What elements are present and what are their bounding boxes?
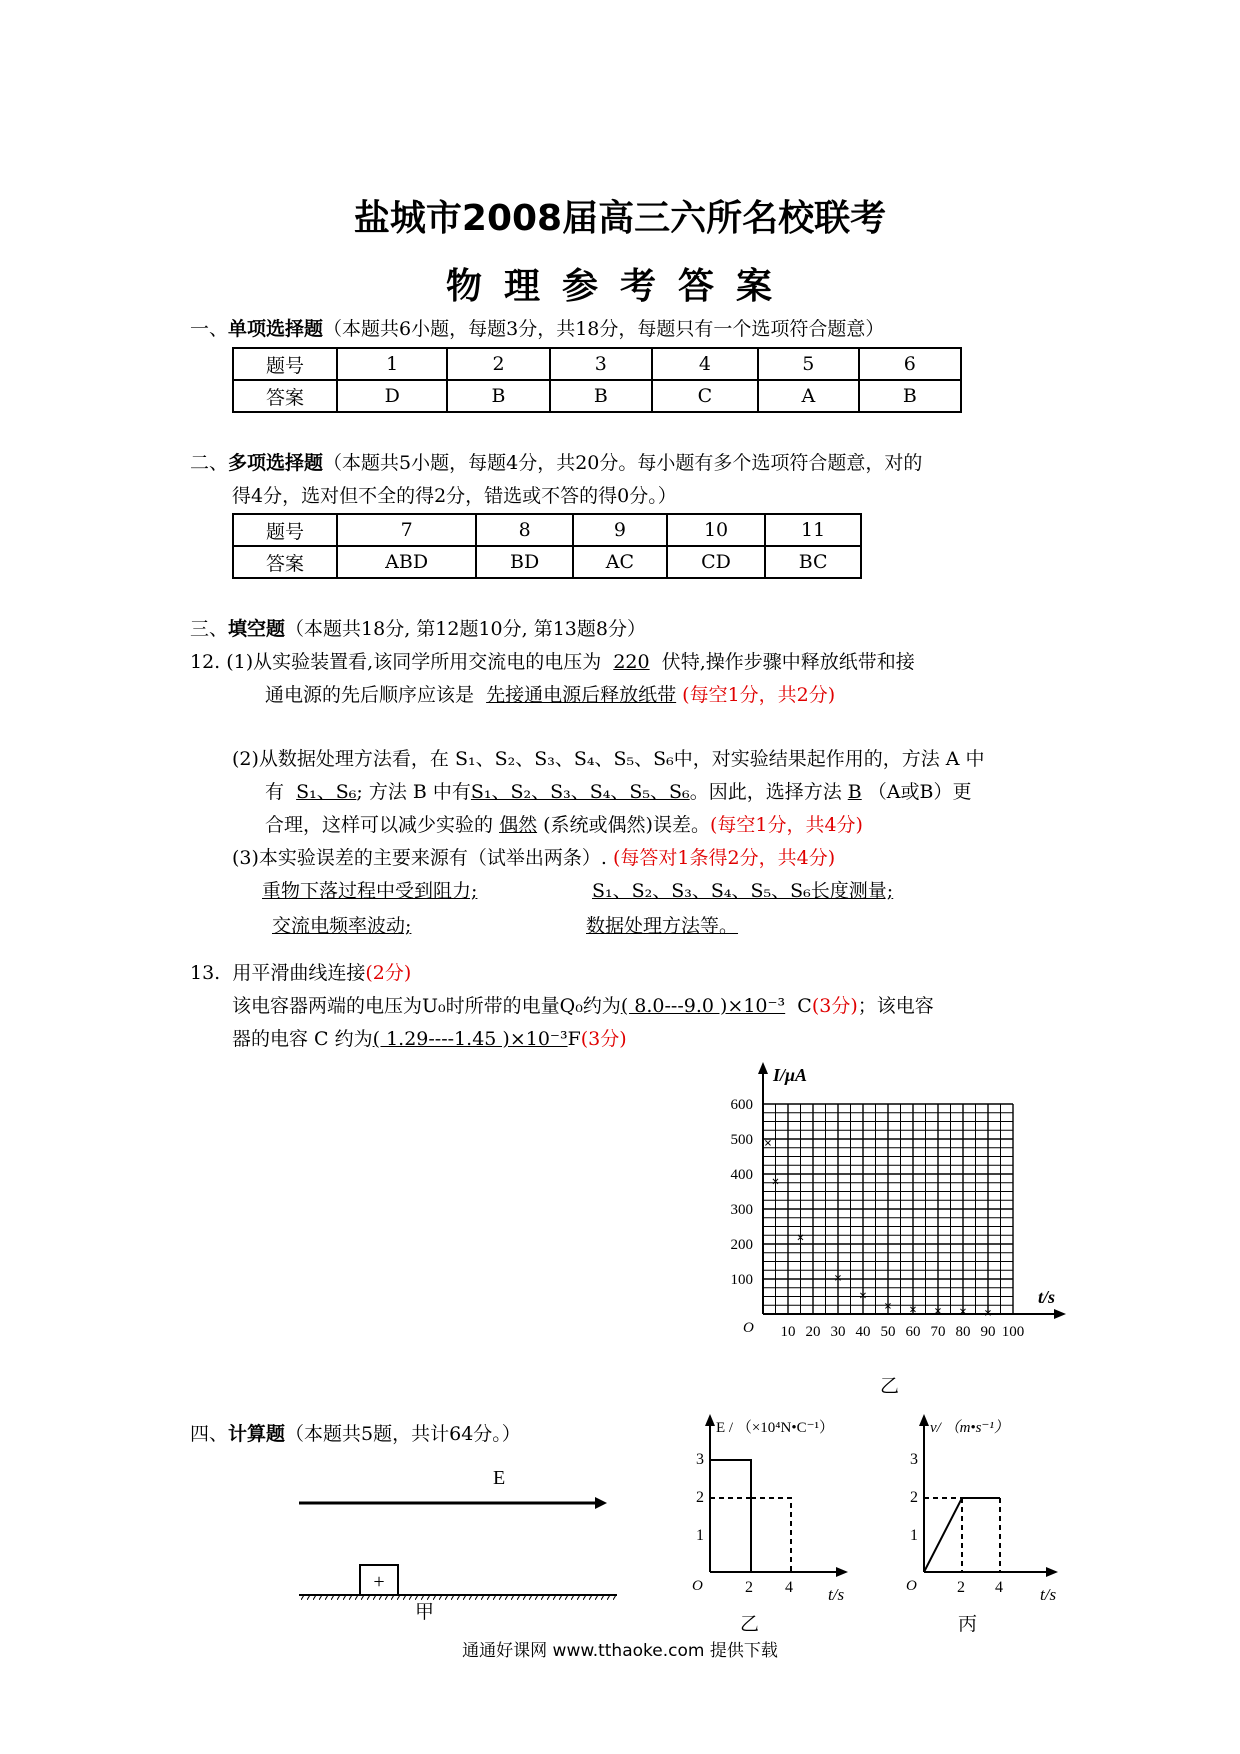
y-tick-label: 300 <box>730 1202 753 1218</box>
table-cell: 11 <box>765 514 861 546</box>
bing-x-arrow <box>1046 1567 1058 1577</box>
q12-part3-answer2: S₁、S₂、S₃、S₄、S₅、S₆长度测量; <box>592 880 894 902</box>
data-point-marker: × <box>984 1306 992 1322</box>
section2-table <box>232 513 862 579</box>
table-cell: 1 <box>337 348 447 380</box>
data-point-marker: × <box>884 1299 892 1315</box>
bing-origin: O <box>906 1578 917 1594</box>
table-row <box>233 546 861 578</box>
table-cell: BC <box>765 546 861 578</box>
chart-axes <box>758 1062 1066 1322</box>
table-cell: BD <box>476 546 573 578</box>
section1-table <box>232 347 962 413</box>
field-arrow-head <box>595 1497 607 1509</box>
yi-ytick-1: 1 <box>696 1527 704 1544</box>
yi-ytick-3: 3 <box>696 1451 704 1468</box>
q12-part2-line3: 合理，这样可以减少实验的 偶然 (系统或偶然)误差。(每空1分，共4分) <box>265 814 863 836</box>
section2-heading-line2: 得4分，选对但不全的得2分，错选或不答的得0分。） <box>232 485 677 507</box>
y-tick-label: 400 <box>730 1167 753 1183</box>
table-cell: 4 <box>652 348 758 380</box>
table-cell: C <box>652 380 758 412</box>
table-cell: 6 <box>859 348 961 380</box>
y-tick-label: 200 <box>730 1237 753 1253</box>
footer-text: 通通好课网 www.tthaoke.com 提供下载 <box>462 1641 778 1661</box>
table-cell: CD <box>667 546 766 578</box>
chart-ylabel: I/μA <box>773 1065 808 1085</box>
table-row <box>233 380 961 412</box>
q13-line2: 该电容器两端的电压为U₀时所带的电量Q₀约为( 8.0---9.0 )×10⁻³ C(3分)；该电容 <box>232 995 934 1017</box>
data-point-marker: × <box>834 1271 842 1287</box>
chart-points <box>764 1137 992 1322</box>
q12-part3-answer3: 交流电频率波动; <box>272 915 412 937</box>
x-tick-label: 30 <box>830 1324 846 1340</box>
table-cell: B <box>550 380 652 412</box>
x-tick-label: 80 <box>955 1324 971 1340</box>
data-point-marker: × <box>934 1304 942 1320</box>
yi-xlabel: t/s <box>828 1585 845 1604</box>
bing-ytick-1: 1 <box>910 1527 918 1544</box>
x-tick-label: 40 <box>855 1324 871 1340</box>
table-cell: 8 <box>476 514 573 546</box>
yi-xtick-2: 2 <box>745 1579 753 1596</box>
x-tick-label: 60 <box>905 1324 921 1340</box>
table-cell: B <box>447 380 549 412</box>
table-row <box>233 514 861 546</box>
data-point-marker: × <box>959 1305 967 1321</box>
y-tick-label: 500 <box>730 1132 753 1148</box>
table-row <box>233 348 961 380</box>
figure-bing-v-t <box>900 1410 1090 1610</box>
data-point-marker: × <box>859 1288 867 1304</box>
y-tick-label: 600 <box>730 1097 753 1113</box>
figure-yi-caption: 乙 <box>740 1613 760 1635</box>
field-label: E <box>493 1467 506 1489</box>
section1-heading: 一、单项选择题（本题共6小题，每题3分，共18分，每题只有一个选项符合题意） <box>190 318 885 340</box>
q12-line1: 12. (1)从实验装置看,该同学所用交流电的电压为 220 伏特,操作步骤中释放纸带和接 <box>190 651 915 673</box>
table-cell: ABD <box>337 546 476 578</box>
table-cell: 5 <box>758 348 859 380</box>
yi-y-arrow <box>705 1414 715 1426</box>
table-cell: B <box>859 380 961 412</box>
data-point-marker: × <box>764 1136 772 1152</box>
q13-line3: 器的电容 C 约为( 1.29----1.45 )×10⁻³F(3分) <box>232 1028 627 1050</box>
yi-segment-1 <box>710 1460 751 1572</box>
q12-part3-answer1: 重物下落过程中受到阻力; <box>262 880 478 902</box>
x-tick-label: 70 <box>930 1324 946 1340</box>
bing-xtick-4: 4 <box>995 1579 1003 1596</box>
bing-ylabel: v/ （m•s⁻¹） <box>930 1420 1009 1436</box>
q13-line1: 13. 用平滑曲线连接(2分) <box>190 962 412 984</box>
table-cell: 答案 <box>233 380 337 412</box>
bing-ytick-3: 3 <box>910 1451 918 1468</box>
x-tick-label: 10 <box>780 1324 796 1340</box>
table-cell: A <box>758 380 859 412</box>
chart-xlabel: t/s <box>1038 1287 1056 1307</box>
data-point-marker: × <box>771 1175 780 1190</box>
current-time-chart <box>700 1060 1080 1390</box>
yi-origin: O <box>692 1578 703 1594</box>
data-point-marker: × <box>796 1231 805 1246</box>
table-cell: 答案 <box>233 546 337 578</box>
x-tick-label: 90 <box>980 1324 996 1340</box>
yi-ylabel: E / （×10⁴N•C⁻¹） <box>716 1420 835 1436</box>
figure-yi-e-t <box>680 1410 870 1610</box>
yi-xtick-4: 4 <box>785 1579 793 1596</box>
table-cell: D <box>337 380 447 412</box>
table-cell: 3 <box>550 348 652 380</box>
page-title: 盐城市2008届高三六所名校联考 <box>353 198 887 239</box>
chart-caption: 乙 <box>880 1375 900 1397</box>
chart-ticks <box>731 1097 1025 1340</box>
x-tick-label: 100 <box>1001 1324 1025 1340</box>
table-cell: 10 <box>667 514 766 546</box>
section2-heading: 二、多项选择题（本题共5小题，每题4分，共20分。每小题有多个选项符合题意，对的 <box>190 452 923 474</box>
bing-ytick-2: 2 <box>910 1489 918 1506</box>
chart-x-arrow <box>1054 1309 1066 1319</box>
x-tick-label: 20 <box>805 1324 821 1340</box>
page-subtitle: 物理参考答案 <box>445 266 794 307</box>
figure-jia <box>295 1460 625 1600</box>
chart-origin: O <box>743 1320 754 1336</box>
chart-grid <box>763 1104 1013 1314</box>
table-cell: 题号 <box>233 348 337 380</box>
yi-ytick-2: 2 <box>696 1489 704 1506</box>
y-tick-label: 100 <box>730 1272 753 1288</box>
charge-sign: + <box>373 1571 385 1593</box>
section4-heading: 四、计算题（本题共5题，共计64分。） <box>190 1423 521 1445</box>
table-cell: 7 <box>337 514 476 546</box>
section3-heading: 三、填空题（本题共18分, 第12题10分, 第13题8分） <box>190 618 646 640</box>
chart-y-arrow <box>758 1062 768 1074</box>
yi-x-arrow <box>836 1567 848 1577</box>
table-cell: 9 <box>573 514 667 546</box>
q12-part3-line1: (3)本实验误差的主要来源有（试举出两条）. (每答对1条得2分，共4分) <box>232 847 836 869</box>
table-cell: 2 <box>447 348 549 380</box>
bing-xlabel: t/s <box>1040 1585 1057 1604</box>
bing-xtick-2: 2 <box>957 1579 965 1596</box>
figure-jia-caption: 甲 <box>415 1601 435 1623</box>
q12-part3-answer4: 数据处理方法等。 <box>586 915 739 937</box>
bing-y-arrow <box>919 1414 929 1426</box>
ground-hatch <box>299 1596 617 1600</box>
yi-segment-2 <box>751 1498 791 1572</box>
q12-part2-line1: (2)从数据处理方法看，在 S₁、S₂、S₃、S₄、S₅、S₆中，对实验结果起作用的，方法 A 中 <box>232 748 985 770</box>
data-point-marker: × <box>909 1302 917 1318</box>
figure-bing-caption: 丙 <box>958 1613 978 1635</box>
table-cell: AC <box>573 546 667 578</box>
table-cell: 题号 <box>233 514 337 546</box>
q12-line2: 通电源的先后顺序应该是 先接通电源后释放纸带 (每空1分，共2分) <box>265 684 836 706</box>
q12-part2-line2: 有 S₁、S₆; 方法 B 中有S₁、S₂、S₃、S₄、S₅、S₆。因此，选择方法 B （A或B）更 <box>265 781 972 803</box>
x-tick-label: 50 <box>880 1324 896 1340</box>
